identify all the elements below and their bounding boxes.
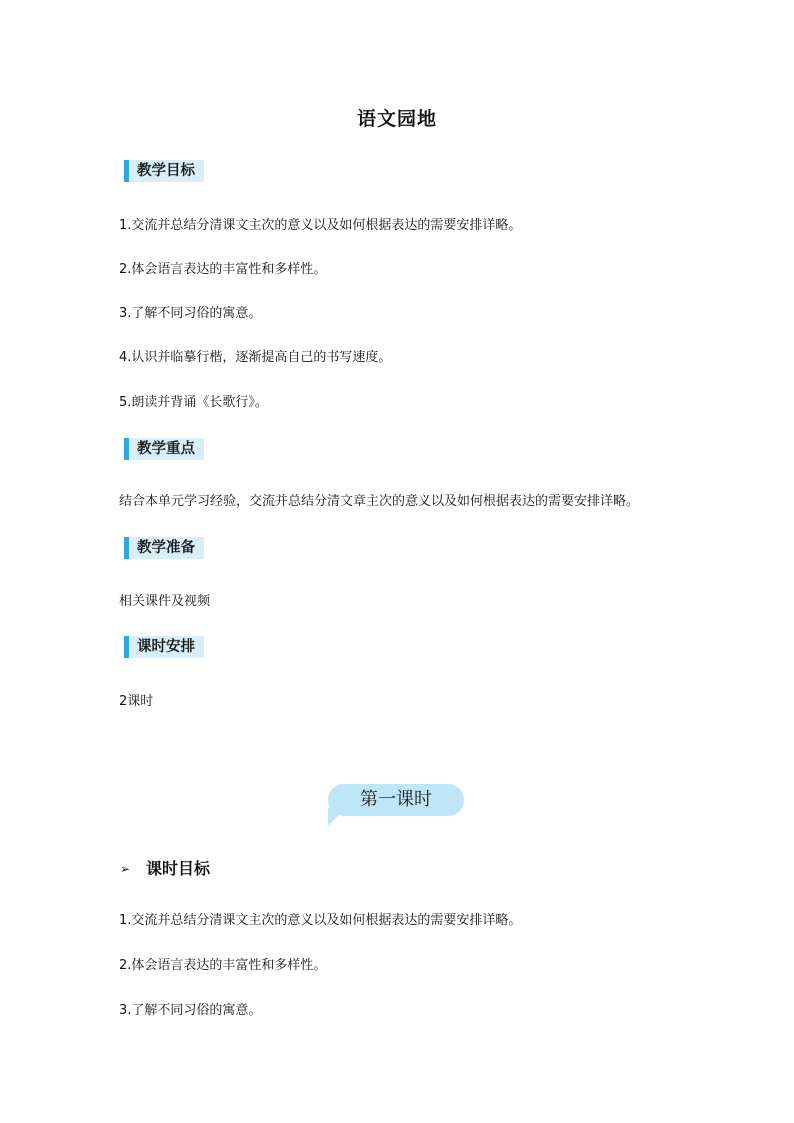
lesson-one-badge (328, 784, 464, 816)
schedule-text: 2课时 (119, 694, 154, 709)
section-heading-objectives: 教学目标 (124, 160, 204, 182)
key-points-text: 结合本单元学习经验，交流并总结分清文章主次的意义以及如何根据表达的需要安排详略。 (119, 494, 640, 509)
objective-item-1: 1.交流并总结分清课文主次的意义以及如何根据表达的需要安排详略。 (119, 218, 522, 233)
section-heading-schedule: 课时安排 (124, 636, 204, 658)
objective-item-3: 3.了解不同习俗的寓意。 (119, 306, 262, 321)
lesson-objective-item-1: 1.交流并总结分清课文主次的意义以及如何根据表达的需要安排详略。 (119, 913, 522, 928)
section-heading-preparation: 教学准备 (124, 537, 204, 559)
lesson-objectives-heading (120, 857, 210, 881)
preparation-text: 相关课件及视频 (119, 594, 211, 609)
arrow-bullet-icon: ➢ (120, 862, 131, 876)
objective-item-2: 2.体会语言表达的丰富性和多样性。 (119, 262, 327, 277)
lesson-objective-item-3: 3.了解不同习俗的寓意。 (119, 1003, 262, 1018)
objective-item-4: 4.认识并临摹行楷，逐渐提高自己的书写速度。 (119, 350, 392, 365)
section-heading-key-points: 教学重点 (124, 438, 204, 460)
lesson-objective-item-2: 2.体会语言表达的丰富性和多样性。 (119, 958, 327, 973)
lesson-one-badge-label: 第一课时 (360, 789, 432, 810)
lesson-objectives-heading-label: 课时目标 (146, 859, 211, 878)
objective-item-5: 5.朗读并背诵《长歌行》。 (119, 395, 268, 410)
page-title: 语文园地 (356, 108, 437, 130)
